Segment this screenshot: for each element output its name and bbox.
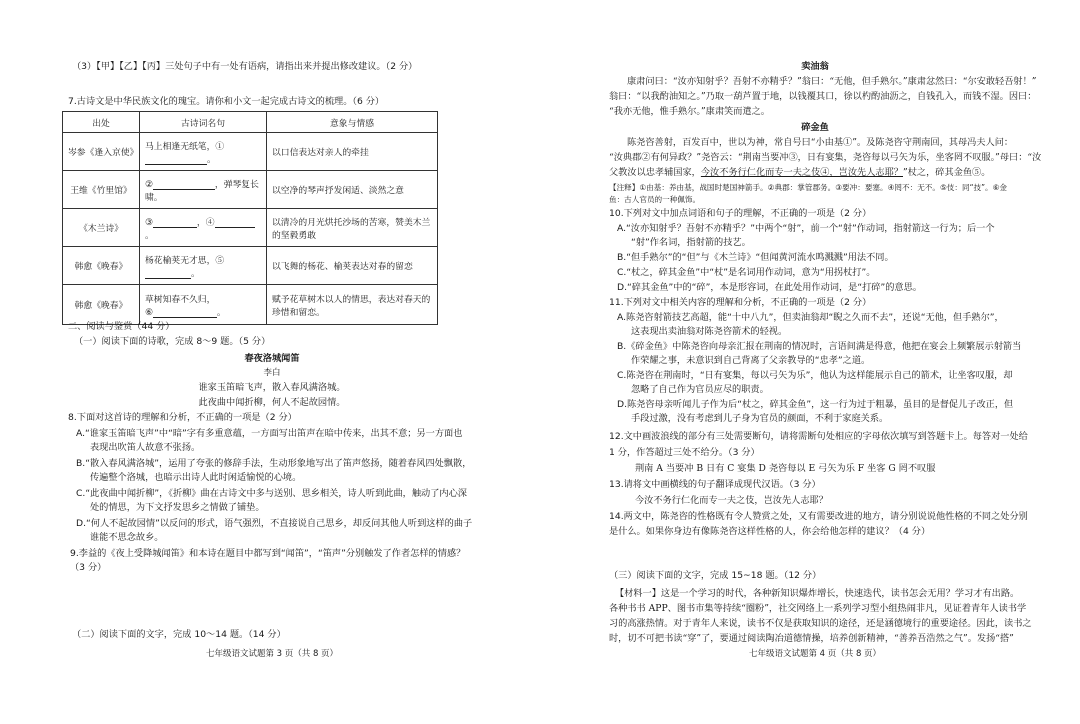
poem-line-1: 谁家玉笛暗飞声，散入春风满洛城。: [198, 382, 346, 393]
q11-option-a: A.陈尧咨射箭技艺高超，能“十中八九”，但卖油翁却“睨之久而不去”，还说“无他，但手熟尔”，: [617, 312, 1004, 323]
q8-option-c-cont: 处的情思，为下文抒发思乡之情做了铺垫。: [90, 502, 265, 513]
answer-blank[interactable]: [153, 308, 217, 318]
text1-para-line-3: “我亦无他，惟手熟尔。”康肃笑而遣之。: [609, 106, 770, 117]
page-footer: 七年级语文试题第 4 页（共 8 页）: [748, 649, 882, 659]
q10-title: 10.下列对文中加点词语和句子的理解，不正确的一项是（2 分）: [609, 208, 872, 219]
text2-para-line-1: 陈尧咨善射，百发百中，世以为神，常自号曰“小由基①”。及陈尧咨守荆南回，其母冯夫人问：: [627, 137, 1014, 148]
q11-option-d: D.陈尧咨母亲听闻儿子作为后“杖之，碎其金鱼”，这一行为过于粗暴，虽目的是督促儿子改正，但: [617, 399, 1014, 410]
subsection-3-heading: （三）阅读下面的文字，完成 15~18 题。（12 分）: [609, 570, 822, 581]
q8-option-b: B.“散入春风满洛城”，运用了夸张的修辞手法，生动形象地写出了笛声悠扬，随着春风四处飘散，: [76, 458, 472, 469]
material1-line-2: 各种书书 APP、图书市集等持续“圈粉”，社交网络上一系列学习型小组热闹非凡，见证着青年人读书学: [609, 603, 1027, 614]
q3-item: （3）【甲】【乙】【丙】三处句子中有一处有语病，请指出来并提出修改建议。（2 分）: [72, 61, 418, 72]
row-line: ③ ，④。: [140, 209, 267, 247]
row-meaning: 以空净的琴声抒发闲适、淡然之意: [267, 171, 438, 209]
row-meaning: 以清冷的月光烘托沙场的苦寒，赞美木兰的坚毅勇敢: [267, 209, 438, 247]
q11-option-c-cont: 忽略了自己作为官员应尽的职责。: [631, 384, 769, 395]
row-source: 韩愈《晚春》: [63, 247, 140, 285]
poem-table: [62, 111, 438, 325]
header-meaning: 意象与情感: [267, 112, 438, 133]
q9-title: 9.李益的《夜上受降城闻笛》和本诗在题目中都写到“闻笛”，“笛声”分别触发了作者怎样的情感？: [70, 548, 466, 559]
table-row: [63, 133, 438, 171]
answer-blank[interactable]: [153, 180, 215, 190]
q11-option-c: C.陈尧咨在荆南时，“日有宴集，每以弓矢为乐”，他认为这样能展示自己的箭术，让坐客叹服，却: [617, 370, 1013, 381]
table-row: [63, 171, 438, 209]
subsection-1-heading: （一）阅读下面的诗歌，完成 8～9 题。（5 分）: [74, 336, 271, 347]
q7-title: 7.古诗文是中华民族文化的瑰宝。请你和小文一起完成古诗文的梳理。（6 分）: [68, 96, 385, 107]
material1-line-4: 时，切不可把书读“穿”了，要通过阅读陶冶道德情操，培养创新精神，“善养吾浩然之气”。发扬“搭”: [609, 633, 1014, 644]
poem-author: 李白: [263, 368, 281, 378]
q10-option-b: B.“但手熟尔”的“但”与《木兰诗》“但闻黄河流水鸣溅溅”用法不同。: [617, 252, 894, 263]
section-2-heading: 二、阅读与鉴赏（44 分）: [68, 321, 175, 332]
poem-title: 春夜洛城闻笛: [244, 353, 300, 364]
q8-title: 8.下面对这首诗的理解和分析，不正确的一项是（2 分）: [68, 412, 297, 423]
answer-blank[interactable]: [153, 218, 197, 228]
row-line: 马上相逢无纸笔，①。: [140, 133, 267, 171]
table-row: [63, 209, 438, 247]
header-line: 古诗词名句: [140, 112, 267, 133]
q9-points: （3 分）: [70, 562, 107, 573]
q11-option-a-cont: 这表现出卖油翁对陈尧咨箭术的轻视。: [631, 326, 788, 337]
q8-option-d: D.“何人不起故园情”以反问的形式，语气强烈，不直接说自己思乡，却反问其他人听到这样的曲子: [76, 518, 473, 529]
q8-option-b-cont: 传遍整个洛城，也暗示出诗人此时闲适愉悦的心境。: [90, 472, 302, 483]
q10-option-d: D.“碎其金鱼”中的“碎”，本是形容词，在此处用作动词，是“打碎”的意思。: [617, 282, 922, 293]
row-source: 《木兰诗》: [63, 209, 140, 247]
annotation-line-2: 鱼：古人官员的一种佩饰。: [609, 195, 701, 204]
text2-para-line-3: 父教汝以忠孝辅国家，今汝不务行仁化而专一夫之伎④，岂汝先人志耶？”杖之，碎其金鱼⑤。: [609, 167, 991, 178]
row-line: 杨花榆荚无才思，⑤。: [140, 247, 267, 285]
q8-option-a: A.“谁家玉笛暗飞声”中“暗”字有多重意蕴，一方面写出笛声在暗中传来，出其不意；另一方面也: [76, 428, 463, 439]
underlined-sentence: 今汝不务行仁化而专一夫之伎④，岂汝先人志耶？: [700, 167, 903, 178]
q12-title: 12.文中画波浪线的部分有三处需要断句，请将需断句处相应的字母依次填写到答题卡上。每答对一处给: [609, 431, 1028, 442]
q11-option-b-cont: 作荣耀之事，未意识到自己背离了父亲教导的“忠孝”之道。: [631, 355, 871, 366]
q12-sentence: 荆南 A 当要冲 B 日有 C 宴集 D 尧咨每以 E 弓矢为乐 F 坐客 G 罔不叹服: [635, 463, 936, 474]
q8-option-d-cont: 谁能不思念故乡。: [90, 532, 164, 543]
q10-option-a: A.“汝亦知射乎？吾射不亦精乎？”中两个“射”，前一个“射”作动词，指射箭这一行为；后一个: [617, 223, 995, 234]
q10-option-c: C.“杖之，碎其金鱼”中“杖”是名词用作动词，意为“用拐杖打”。: [617, 267, 876, 278]
q14-title-cont: 是什么。如果你身边有像陈尧咨这样性格的人，你会给他怎样的建议？（4 分）: [609, 526, 931, 537]
text1-title: 卖油翁: [801, 61, 829, 72]
row-line: 草树知春不久归， ⑥ 。: [140, 285, 267, 325]
answer-blank[interactable]: [145, 269, 191, 279]
q8-option-c: C.“此夜曲中闻折柳”，《折柳》曲在古诗文中多与送别、思乡相关，诗人听到此曲，触动了内心深: [76, 488, 467, 499]
material1-line-3: 习的高涨热情。对于青年人来说，读书不仅是获取知识的途径，还是涵德境行的重要途径。因此，读书之: [609, 618, 1032, 629]
row-line: ② ，弹琴复长啸。: [140, 171, 267, 209]
text1-para-line-1: 康肃问曰：“汝亦知射乎？吾射不亦精乎？”翁曰：“无他，但手熟尔。”康肃忿然曰：“尔安敢轻吾射！”: [627, 76, 1037, 87]
text2-title: 碎金鱼: [801, 122, 829, 133]
q11-title: 11.下列对文中相关内容的理解和分析，不正确的一项是（2 分）: [609, 297, 872, 308]
left-page: [62, 0, 482, 724]
q8-option-a-cont: 表现出吹笛人故意不张扬。: [90, 442, 201, 453]
row-source: 王维《竹里馆》: [63, 171, 140, 209]
row-meaning: 以飞舞的杨花、榆荚表达对春的留恋: [267, 247, 438, 285]
poem-line-2: 此夜曲中闻折柳，何人不起故园情。: [198, 397, 346, 408]
page-footer: 七年级语文试题第 3 页（共 8 页）: [205, 649, 339, 659]
row-source: 岑参《逢入京使》: [63, 133, 140, 171]
row-meaning: 以口信表达对亲人的牵挂: [267, 133, 438, 171]
q10-option-a-cont: “射”作名词，指射箭的技艺。: [631, 237, 751, 248]
answer-blank[interactable]: [145, 155, 207, 165]
row-source: 韩愈《晚春》: [63, 285, 140, 325]
q12-title-cont: 1 分，作答超过三处不给分。（3 分）: [609, 447, 760, 458]
q13-title: 13.请将文中画横线的句子翻译成现代汉语。（3 分）: [609, 479, 821, 490]
header-source: 出处: [63, 112, 140, 133]
table-header-row: [63, 112, 438, 133]
subsection-2-heading: （二）阅读下面的文字，完成 10～14 题。（14 分）: [72, 629, 286, 640]
answer-blank[interactable]: [215, 218, 255, 228]
annotation-line-1: 【注释】①由基：养由基，战国时楚国神箭手。②典郡：掌管郡务。③要冲：要塞。④罔不：无不。⑤伎：同“技”。⑥金: [609, 183, 1008, 192]
text2-para-line-2: “汝典郡②有何异政？”尧咨云：“荆南当要冲③，日有宴集，尧咨每以弓矢为乐，坐客罔不叹服。”母曰：“汝: [609, 152, 1042, 163]
q13-sentence: 今汝不务行仁化而专一夫之伎，岂汝先人志耶？: [635, 495, 828, 506]
text1-para-line-2: 翁曰：“以我酌油知之。”乃取一葫芦置于地，以钱覆其口，徐以杓酌油沥之，自钱孔入，而钱不湿。因曰：: [609, 91, 1037, 102]
table-row: [63, 247, 438, 285]
table-row: [63, 285, 438, 325]
q11-option-b: B.《碎金鱼》中陈尧咨向母亲汇报在荆南的情况时，言语间满是得意，他把在宴会上频繁展示射箭当: [617, 341, 1022, 352]
row-meaning: 赋予花草树木以人的情思，表达对春天的珍惜和留恋。: [267, 285, 438, 325]
q11-option-d-cont: 手段过激，没有考虑到儿子身为官员的颜面，不利于家庭关系。: [631, 413, 889, 424]
material1-line-1: 【材料一】这是一个学习的时代，各种新知识爆炸增长，快速迭代，读书怎会无用？学习才有出路。: [615, 588, 1020, 599]
right-page: [605, 0, 1042, 724]
q14-title: 14.两文中，陈尧咨的性格既有令人赞赏之处，又有需要改进的地方，请分别说说他性格的不同之处分别: [609, 511, 1028, 522]
